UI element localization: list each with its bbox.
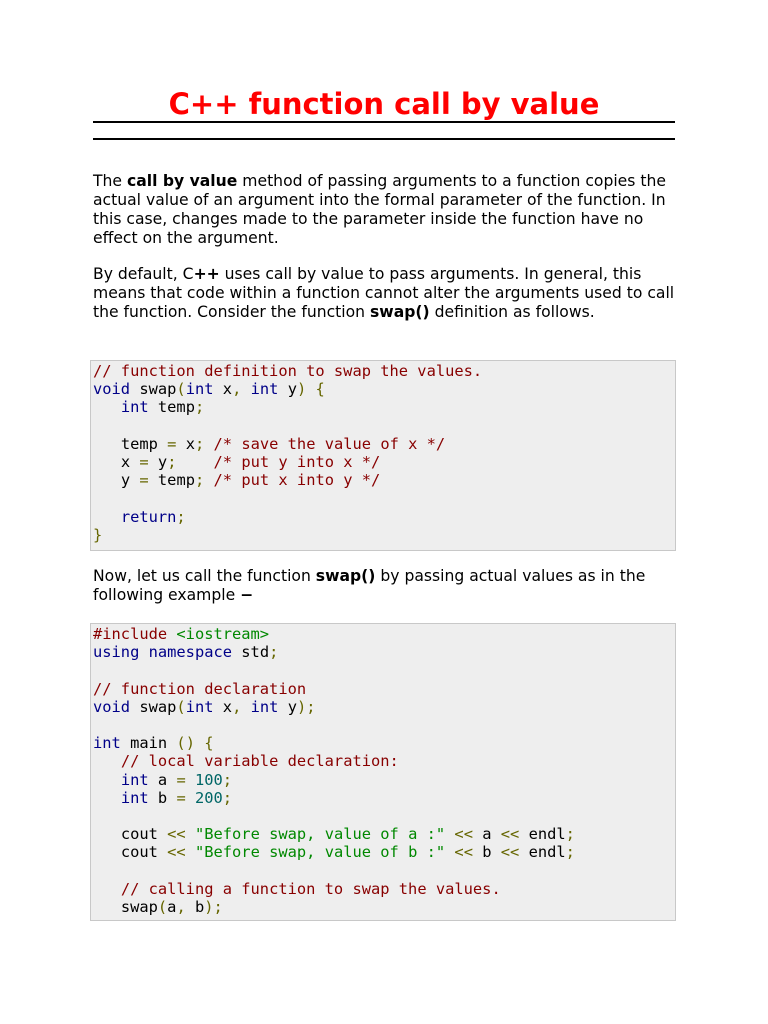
code-keyword: int (185, 697, 214, 716)
text-span: method of passing arguments to a function copies the actual value of an argument into the formal parameter of the function. In this case, changes made to the parameter inside the function have no effect on the argument. (93, 172, 666, 247)
intro-paragraph-3 (93, 567, 683, 605)
code-identifier: temp (120, 434, 168, 453)
code-punct: = (176, 770, 186, 789)
code-punct: << (445, 843, 473, 862)
text-span: uses call by value to pass arguments. In general, this means that code within a function cannot alter the arguments used to call the function. Consider the function (93, 265, 675, 321)
code-identifier: temp (148, 471, 195, 490)
code-punct: ; (194, 434, 205, 453)
code-punct: << (500, 843, 520, 862)
code-punct: << (167, 843, 186, 862)
code-identifier: x (176, 434, 195, 453)
code-identifier: swap (120, 898, 158, 917)
text-span: Now, let us call the function (93, 567, 316, 585)
code-punct: ; (565, 825, 575, 844)
code-punct: { (306, 380, 325, 399)
intro-paragraph-2 (93, 265, 683, 322)
page-title: C++ function call by value (168, 87, 600, 121)
code-keyword: void (93, 380, 131, 399)
code-identifier: std (232, 643, 270, 662)
code-comment: /* put x into y */ (204, 471, 381, 490)
code-identifier: a (167, 898, 177, 917)
code-keyword: int (241, 380, 279, 399)
code-punct: ; (222, 770, 233, 789)
intro-paragraph-1 (93, 172, 683, 248)
code-punct: ; (269, 643, 279, 662)
code-identifier: swap (130, 380, 177, 399)
title-rule-bottom (93, 138, 675, 140)
code-keyword: int (241, 697, 279, 716)
bold-term-swap: swap() (315, 567, 376, 585)
code-identifier: endl (519, 825, 566, 844)
code-identifier: x (213, 697, 233, 716)
code-string: "Before swap, value of a :" (185, 825, 446, 844)
code-punct: ; (176, 507, 186, 526)
code-preprocessor: #include (93, 625, 168, 643)
code-identifier: y (120, 471, 140, 490)
code-identifier: b (185, 898, 205, 917)
code-identifier: cout (120, 843, 168, 862)
code-identifier: y (278, 380, 297, 399)
bold-term-call-by-value: call by value (126, 172, 238, 190)
code-punct: ; (194, 398, 205, 417)
code-comment: // local variable declaration: (120, 752, 399, 771)
code-identifier: main (120, 734, 177, 753)
text-span: definition as follows. (429, 303, 595, 321)
code-comment: // function definition to swap the values. (93, 362, 483, 380)
text-span: By default, C (93, 265, 194, 283)
code-punct: = (167, 434, 177, 453)
title-rule-top (93, 121, 675, 123)
bold-dash: − (240, 586, 254, 604)
code-identifier: x (213, 380, 233, 399)
code-punct: ; (565, 843, 575, 862)
code-identifier: b (472, 843, 501, 862)
code-identifier: temp (148, 398, 195, 417)
code-punct: = (139, 453, 149, 472)
code-comment: // function declaration (93, 679, 307, 698)
code-punct: << (167, 825, 186, 844)
code-punct: ); (296, 697, 316, 716)
code-number: 100 (185, 770, 223, 789)
code-identifier: cout (120, 825, 168, 844)
code-identifier: b (148, 788, 177, 807)
code-keyword: int (185, 380, 214, 399)
code-include-header: <iostream> (167, 625, 270, 643)
code-identifier: swap (130, 697, 177, 716)
code-punct: ) (296, 380, 307, 399)
code-keyword: int (120, 398, 149, 417)
code-punct: , (232, 697, 242, 716)
code-punct: ; (167, 453, 177, 472)
code-punct: << (445, 825, 473, 844)
code-identifier: y (148, 453, 168, 472)
bold-plus-plus: ++ (193, 265, 220, 283)
code-block-main-example (90, 623, 676, 921)
code-punct: ( (176, 380, 186, 399)
code-comment: // calling a function to swap the values. (120, 879, 501, 898)
code-punct: ); (204, 898, 223, 917)
code-identifier: a (148, 770, 177, 789)
code-punct: , (232, 380, 242, 399)
code-block-swap-definition (90, 360, 676, 551)
code-punct: , (176, 898, 186, 917)
bold-term-swap: swap() (370, 303, 430, 321)
code-punct: ( (176, 697, 186, 716)
code-keyword: void (93, 697, 131, 716)
code-identifier: x (120, 453, 140, 472)
code-punct: = (176, 788, 186, 807)
code-keyword: namespace (139, 643, 233, 662)
code-punct: << (500, 825, 520, 844)
text-span: The (93, 172, 127, 190)
code-punct: = (139, 471, 149, 490)
code-punct: () { (176, 734, 214, 753)
code-string: "Before swap, value of b :" (185, 843, 446, 862)
code-identifier: endl (519, 843, 566, 862)
code-keyword: using (93, 643, 140, 662)
code-identifier: y (278, 697, 297, 716)
code-identifier: a (472, 825, 501, 844)
code-keyword: int (120, 788, 149, 807)
code-comment: /* save the value of x */ (204, 434, 446, 453)
code-number: 200 (185, 788, 223, 807)
code-keyword: return (120, 507, 177, 526)
code-punct: ; (194, 471, 205, 490)
code-punct: } (93, 525, 103, 544)
code-keyword: int (93, 734, 121, 753)
code-punct: ( (157, 898, 168, 917)
code-comment: /* put y into x */ (176, 453, 381, 472)
text-span: by passing actual values as in the following example (93, 567, 646, 604)
code-keyword: int (120, 770, 149, 789)
code-punct: ; (222, 788, 233, 807)
